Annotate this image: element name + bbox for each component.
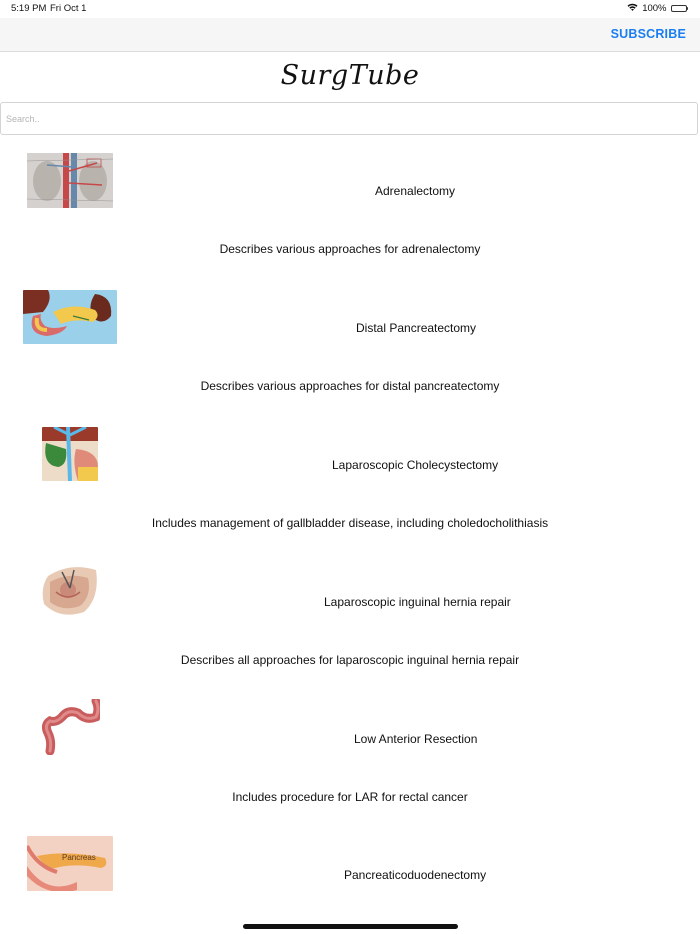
procedure-title: Laparoscopic inguinal hernia repair [324,595,511,609]
gallbladder-image [42,427,98,481]
procedure-title: Distal Pancreatectomy [356,321,477,335]
list-item-adrenalectomy[interactable] [0,145,700,282]
list-item-distal-pancreatectomy[interactable] [0,282,700,419]
adrenal-anatomy-image [27,153,113,208]
status-indicators [627,3,688,14]
procedure-description: Describes various approaches for adrenalectomy [219,242,481,256]
status-bar [0,0,700,18]
procedure-title: Laparoscopic Cholecystectomy [332,458,499,472]
home-indicator [243,924,458,929]
navigation-bar [0,18,700,52]
status-time: 5:19 PM [11,3,47,14]
inguinal-hernia-image [40,562,98,618]
list-item-laparoscopic-cholecystectomy[interactable] [0,419,700,556]
procedure-description: Describes various approaches for distal pancreatectomy [200,379,500,393]
procedure-description: Includes procedure for LAR for rectal cancer [232,790,468,804]
list-item-laparoscopic-inguinal-hernia-repair[interactable] [0,556,700,693]
procedure-title: Adrenalectomy [375,184,456,198]
search-input[interactable] [1,103,700,134]
search-bar[interactable] [0,102,698,135]
procedure-description: Includes management of gallbladder disease, including choledocholithiasis [151,516,549,530]
subscribe-button[interactable]: SUBSCRIBE [610,27,686,41]
list-item-pancreaticoduodenectomy[interactable] [0,830,700,910]
status-date: Fri Oct 1 [50,3,87,14]
app-logo: SurgTube [280,60,420,91]
battery-icon [671,5,687,12]
procedure-title: Low Anterior Resection [354,732,478,746]
pancreas-head-image [27,836,113,891]
colon-image [42,699,100,755]
wifi-icon [627,3,638,14]
pancreas-image [23,290,117,344]
procedure-description: Describes all approaches for laparoscopic inguinal hernia repair [180,653,520,667]
list-item-low-anterior-resection[interactable] [0,693,700,830]
pancreas-label: Pancreas [62,853,96,862]
procedure-title: Pancreaticoduodenectomy [344,868,487,882]
battery-percent: 100% [642,3,667,14]
